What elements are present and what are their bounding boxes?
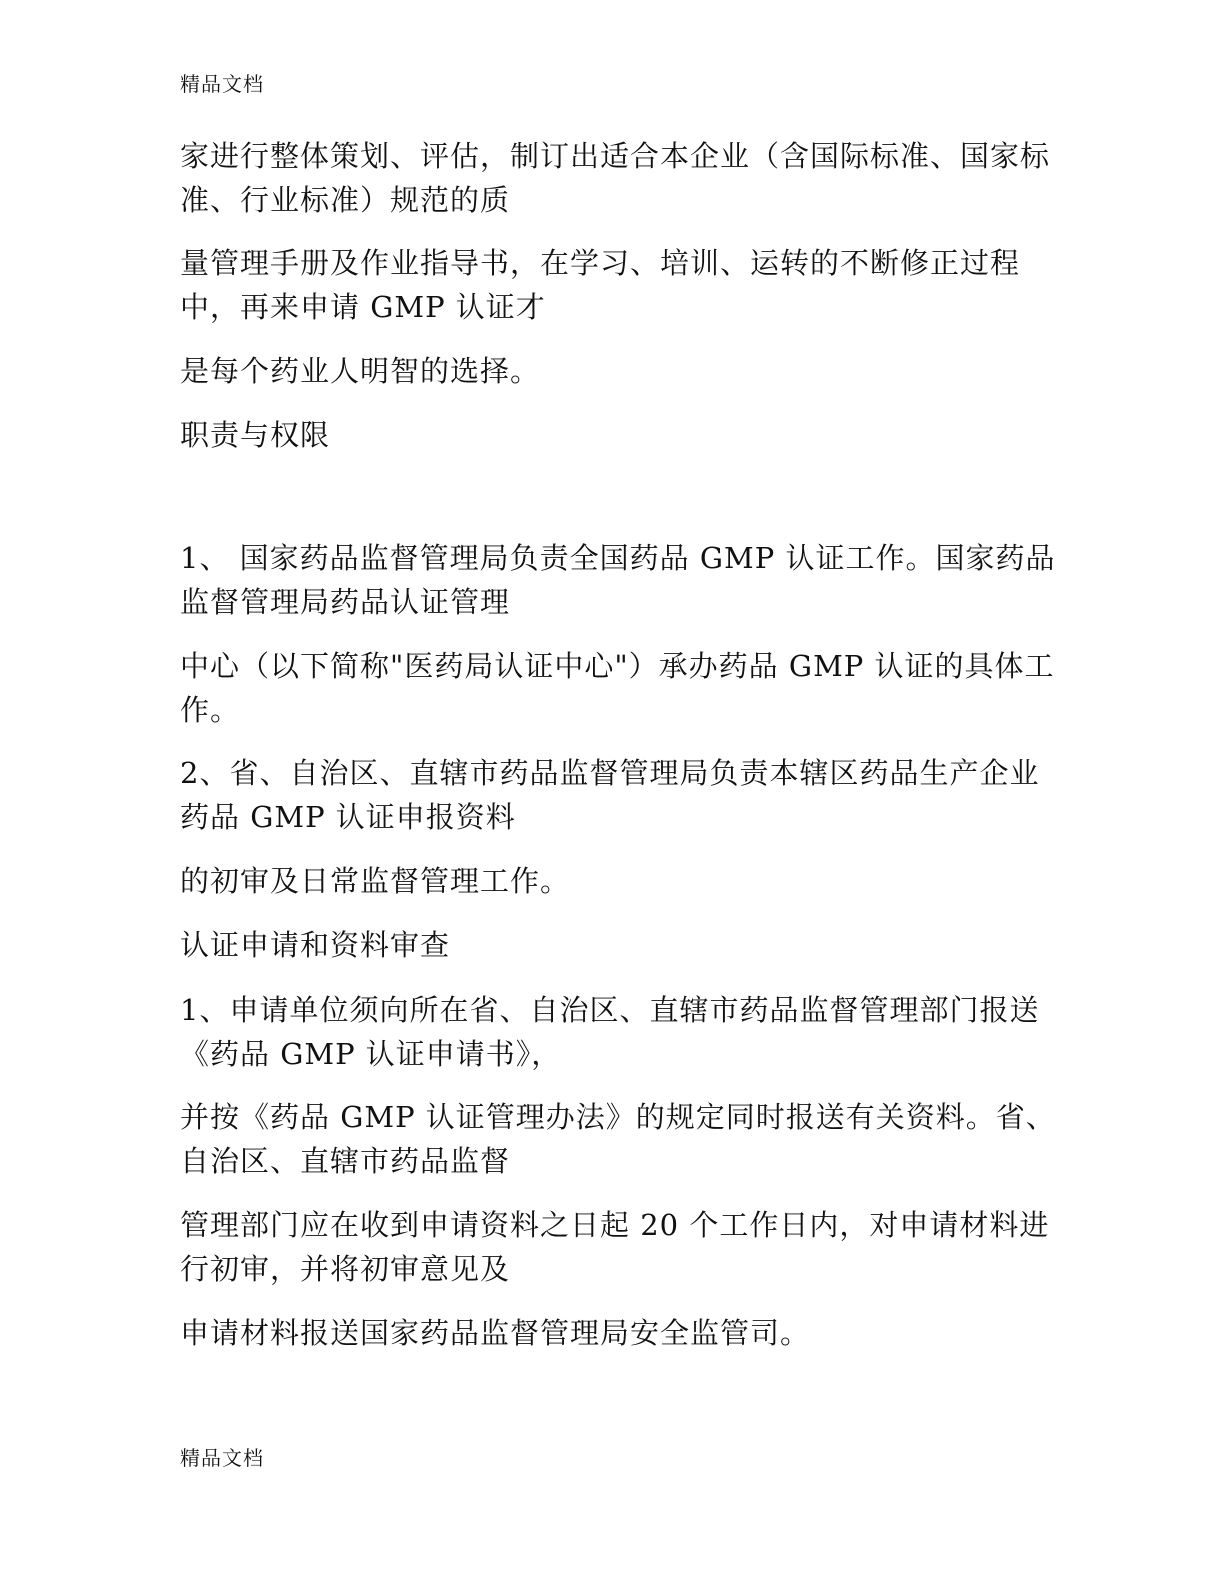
text-line: 1、申请单位须向所在省、自治区、直辖市药品监督管理部门报送 bbox=[180, 993, 1040, 1027]
section-heading: 职责与权限 bbox=[180, 418, 331, 452]
text-line: 管理部门应在收到申请资料之日起 20 个工作日内，对申请材料进 bbox=[180, 1208, 1050, 1242]
text-line: 的初审及日常监督管理工作。 bbox=[180, 864, 571, 898]
text-line: 准、行业标准）规范的质 bbox=[180, 183, 511, 217]
text-line: 中心（以下简称"医药局认证中心"）承办药品 GMP 认证的具体工 bbox=[180, 649, 1055, 683]
text-line: 作。 bbox=[180, 693, 241, 727]
text-line: 并按《药品 GMP 认证管理办法》的规定同时报送有关资料。省、 bbox=[180, 1100, 1056, 1134]
text-line: 自治区、直辖市药品监督 bbox=[180, 1144, 511, 1178]
text-line: 行初审，并将初审意见及 bbox=[180, 1252, 511, 1286]
text-line: 监督管理局药品认证管理 bbox=[180, 585, 511, 619]
text-line: 1、 国家药品监督管理局负责全国药品 GMP 认证工作。国家药品 bbox=[180, 541, 1056, 575]
text-line: 家进行整体策划、评估，制订出适合本企业（含国际标准、国家标 bbox=[180, 139, 1051, 173]
text-line: 《药品 GMP 认证申请书》， bbox=[180, 1037, 562, 1071]
text-line: 量管理手册及作业指导书，在学习、培训、运转的不断修正过程 bbox=[180, 246, 1021, 280]
text-line: 申请材料报送国家药品监督管理局安全监管司。 bbox=[180, 1316, 811, 1350]
text-line: 2、省、自治区、直辖市药品监督管理局负责本辖区药品生产企业 bbox=[180, 756, 1040, 790]
text-line: 中，再来申请 GMP 认证才 bbox=[180, 290, 546, 324]
page-footer: 精品文档 bbox=[180, 1446, 264, 1470]
text-line: 是每个药业人明智的选择。 bbox=[180, 354, 541, 388]
section-heading: 认证申请和资料审查 bbox=[180, 928, 451, 962]
text-line: 药品 GMP 认证申报资料 bbox=[180, 800, 516, 834]
page-header: 精品文档 bbox=[180, 72, 264, 96]
